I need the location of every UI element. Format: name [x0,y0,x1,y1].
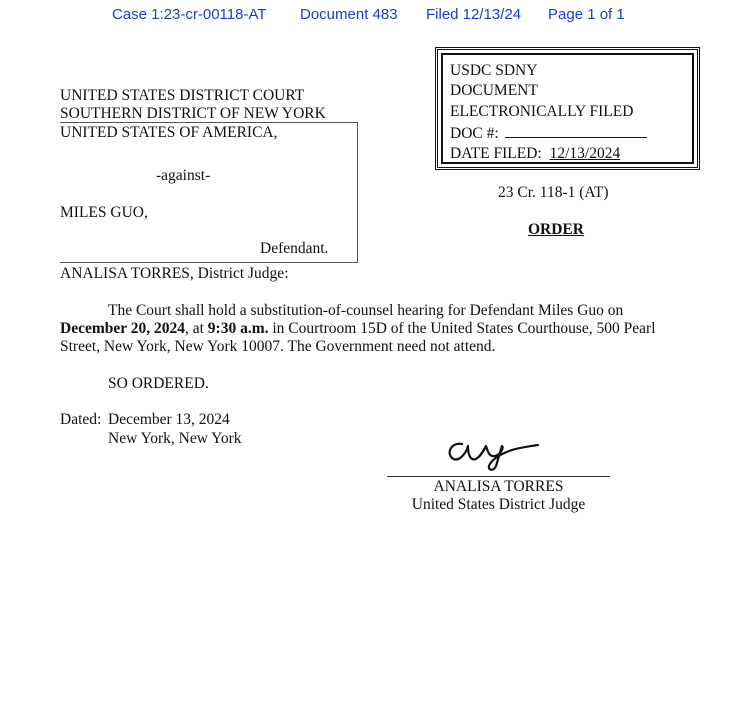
stamp-date-value: 12/13/2024 [549,145,621,162]
stamp-doc-blank [505,124,647,138]
caption-rule-right [357,122,358,263]
order-paragraph-line1: The Court shall hold a substitution-of-counsel hearing for Defendant Miles Guo on [108,302,624,319]
defendant-name: MILES GUO, [60,204,148,221]
stamp-date-label: DATE FILED: [450,145,542,162]
ecf-document-number: Document 483 [300,6,398,23]
hearing-location: in Courtroom 15D of the United States Courthouse, 500 Pearl [268,320,656,337]
hearing-time: 9:30 a.m. [207,320,269,337]
stamp-document-line: DOCUMENT [450,82,538,99]
case-number: 23 Cr. 118-1 (AT) [498,184,609,201]
judge-line: ANALISA TORRES, District Judge: [60,265,289,282]
stamp-court-line: USDC SDNY [450,62,538,79]
signatory-title: United States District Judge [411,496,586,513]
ecf-page-count: Page 1 of 1 [548,6,625,23]
stamp-date-line [450,145,620,163]
stamp-doc-label: DOC #: [450,125,499,142]
judge-signature [440,430,550,474]
dated-label: Dated: [60,411,102,428]
signatory-name: ANALISA TORRES [433,478,564,495]
court-name-line1: UNITED STATES DISTRICT COURT [60,87,305,104]
order-paragraph-line2 [60,320,656,338]
dated-location: New York, New York [108,430,242,447]
signature-line [387,476,610,477]
stamp-doc-number-line [450,124,647,143]
stamp-electronic-line: ELECTRONICALLY FILED [450,103,634,120]
so-ordered: SO ORDERED. [108,375,209,392]
caption-rule-bottom [60,262,358,263]
ecf-header [0,6,750,24]
order-paragraph-line3: Street, New York, New York 10007. The Government need not attend. [60,338,496,355]
dated-value: December 13, 2024 [108,411,230,428]
ecf-case-number: Case 1:23-cr-00118-AT [112,6,267,23]
plaintiff-name: UNITED STATES OF AMERICA, [60,124,278,141]
defendant-label: Defendant. [260,240,329,257]
hearing-comma: , at [184,320,208,337]
against-label: -against- [156,167,211,184]
ecf-filed-date: Filed 12/13/24 [426,6,522,23]
court-name-line2: SOUTHERN DISTRICT OF NEW YORK [60,105,326,122]
caption-rule-top [60,122,358,123]
hearing-date: December 20, 2024 [60,320,185,337]
order-title: ORDER [528,221,584,238]
usdc-filing-stamp [435,47,700,170]
